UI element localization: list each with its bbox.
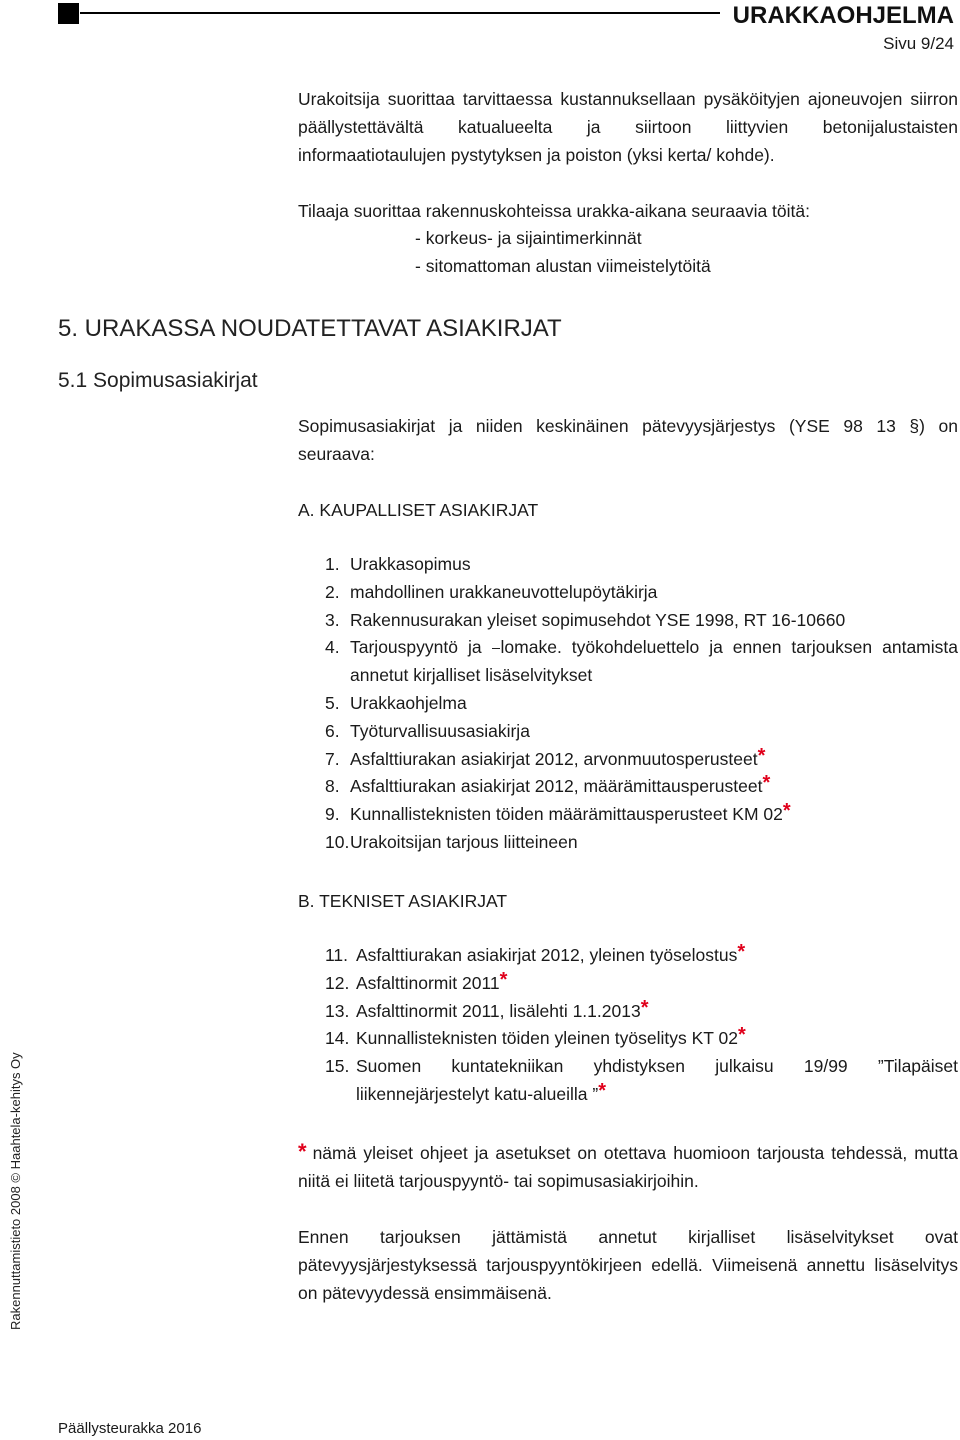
list-item: 11. Asfalttiurakan asiakirjat 2012, yleinen työselostus* xyxy=(325,941,746,965)
subsection-heading: 5.1 Sopimusasiakirjat xyxy=(58,369,258,392)
asterisk-icon: * xyxy=(737,1024,746,1047)
closing-paragraph: Ennen tarjouksen jättämistä annetut kirjalliset lisäselvitykset ovat pätevyysjärjestyksessä tarjouspyyntökirjeen edellä. Viimeisenä annettu lisäselvitys on pätevyydessä ensimmäisenä. xyxy=(298,1227,958,1303)
asterisk-icon: * xyxy=(598,1079,606,1102)
section-heading: 5. URAKASSA NOUDATETTAVAT ASIAKIRJAT xyxy=(58,315,562,342)
list-item: 6. Työturvallisuusasiakirja xyxy=(325,720,530,741)
group-a-list xyxy=(325,551,960,857)
asterisk-icon: * xyxy=(762,772,771,795)
underline-mark xyxy=(492,648,500,649)
list-item: - korkeus- ja sijaintimerkinnät xyxy=(415,228,642,248)
asterisk-icon: * xyxy=(782,800,791,823)
list-item: 15. Suomen kuntatekniikan yhdistyksen julkaisu 19/99 ”Tilapäiset liikennejärjestelyt katu-alueilla ”* xyxy=(325,1056,958,1104)
header-square-mark xyxy=(58,3,79,24)
tilaaja-list xyxy=(415,225,711,281)
asterisk-icon: * xyxy=(737,941,746,963)
list-item: 7. Asfalttiurakan asiakirjat 2012, arvonmuutosperusteet* xyxy=(325,744,766,769)
tilaaja-lead: Tilaaja suorittaa rakennuskohteissa urakka-aikana seuraavia töitä: xyxy=(298,201,810,221)
group-a-title: A. KAUPALLISET ASIAKIRJAT xyxy=(298,500,539,520)
list-item: 5. Urakkaohjelma xyxy=(325,692,467,713)
list-item: 10. Urakoitsijan tarjous liitteineen xyxy=(325,831,578,852)
group-b-title: B. TEKNISET ASIAKIRJAT xyxy=(298,891,508,911)
group-b-list xyxy=(325,942,960,1109)
list-item: 9. Kunnallisteknisten töiden määrämittausperusteet KM 02* xyxy=(325,800,791,825)
asterisk-icon: * xyxy=(640,996,649,1019)
document-title: URAKKAOHJELMA xyxy=(732,2,954,29)
asterisk-icon: * xyxy=(499,968,508,991)
footer-text: Päällysteurakka 2016 xyxy=(58,1420,202,1437)
page-number: Sivu 9/24 xyxy=(883,34,954,53)
section-lead: Sopimusasiakirjat ja niiden keskinäinen pätevyysjärjestys (YSE 98 13 §) on seuraava: xyxy=(298,416,958,464)
list-item: 1. Urakkasopimus xyxy=(325,554,471,574)
list-item: 2. mahdollinen urakkaneuvottelupöytäkirja xyxy=(325,581,658,602)
list-item: 4. Tarjouspyyntö ja lomake. työkohdeluettelo ja ennen tarjouksen antamista annetut kirjalliset lisäselvitykset xyxy=(325,637,958,686)
list-item: - sitomattoman alustan viimeistelytöitä xyxy=(415,255,711,276)
copyright-sidebar: Rakennuttamistieto 2008 © Haahtela-kehitys Oy xyxy=(8,1052,23,1330)
intro-paragraph: Urakoitsija suorittaa tarvittaessa kustannuksellaan pysäköityjen ajoneuvojen siirron päällystettävältä katualueelta ja siirtoon liittyvien betonijalustaisten informaatiotaulujen pystytyksen ja poiston (yksi kerta/ kohde). xyxy=(298,89,958,165)
list-item: 13. Asfalttinormit 2011, lisälehti 1.1.2013* xyxy=(325,996,649,1021)
header-rule xyxy=(80,12,720,14)
list-item: 14. Kunnallisteknisten töiden yleinen työselitys KT 02* xyxy=(325,1024,746,1049)
list-item: 12. Asfalttinormit 2011* xyxy=(325,968,508,993)
list-item: 3. Rakennusurakan yleiset sopimusehdot YSE 1998, RT 16-10660 xyxy=(325,609,846,630)
asterisk-note: * nämä yleiset ohjeet ja asetukset on otettava huomioon tarjousta tehdessä, mutta niitä ei liitetä tarjouspyyntö- tai sopimusasiakirjoihin. xyxy=(298,1139,958,1191)
list-item: 8. Asfalttiurakan asiakirjat 2012, määrämittausperusteet* xyxy=(325,772,771,797)
asterisk-icon: * xyxy=(757,744,766,767)
asterisk-icon: * xyxy=(298,1139,307,1164)
